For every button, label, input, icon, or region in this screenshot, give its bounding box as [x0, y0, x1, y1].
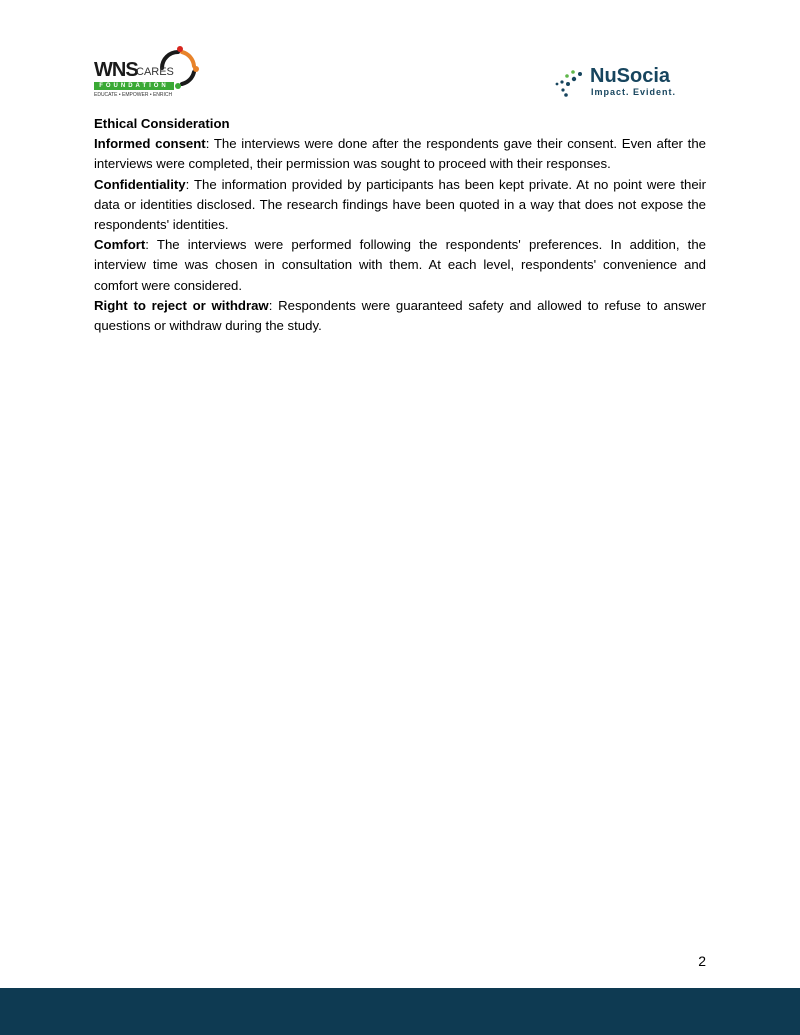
paragraph-text: : The interviews were done after the respondents gave their consent. Even after the interviews were completed, their permission was sought to proceed with their responses. — [94, 136, 707, 172]
paragraph-text: : The interviews were performed following the respondents' preferences. In addition, the interview time was chosen in consultation with them. At each level, respondents' convenience and comfort were considered. — [94, 237, 706, 293]
footer-bar — [0, 988, 800, 1035]
wns-logo-tagline: EDUCATE • EMPOWER • ENRICH — [94, 92, 173, 98]
paragraph-term: Confidentiality — [94, 176, 186, 192]
wns-cares-logo — [94, 46, 200, 102]
nusocia-logo-name: NuSocia — [590, 65, 671, 87]
wns-logo-foundation: FOUNDATION — [94, 82, 174, 90]
wns-logo-cares: CARES — [136, 66, 174, 78]
paragraph-term: Informed consent — [94, 136, 206, 152]
paragraph-text: : The information provided by participants has been kept private. At no point were their data or identities disclosed. The research findings have been quoted in a way that does not expose the respondents' identities. — [94, 176, 706, 233]
paragraph-comfort — [94, 235, 706, 296]
paragraph-term: Right to reject or withdraw — [94, 297, 269, 313]
nusocia-logo — [554, 64, 694, 100]
nusocia-logo-tagline: Impact. Evident. — [591, 87, 677, 97]
paragraph-confidentiality — [94, 175, 706, 236]
wns-logo-name: WNS — [94, 59, 138, 81]
paragraph-informed-consent — [94, 134, 706, 174]
document-body — [94, 114, 706, 336]
nusocia-dots-icon — [554, 68, 588, 98]
page-number: 2 — [698, 953, 706, 969]
section-title: Ethical Consideration — [94, 116, 230, 131]
paragraph-text: : Respondents were guaranteed safety and allowed to refuse to answer questions or withdraw during the study. — [94, 297, 706, 334]
paragraph-term: Comfort — [94, 237, 146, 253]
paragraph-right-to-withdraw — [94, 296, 706, 336]
